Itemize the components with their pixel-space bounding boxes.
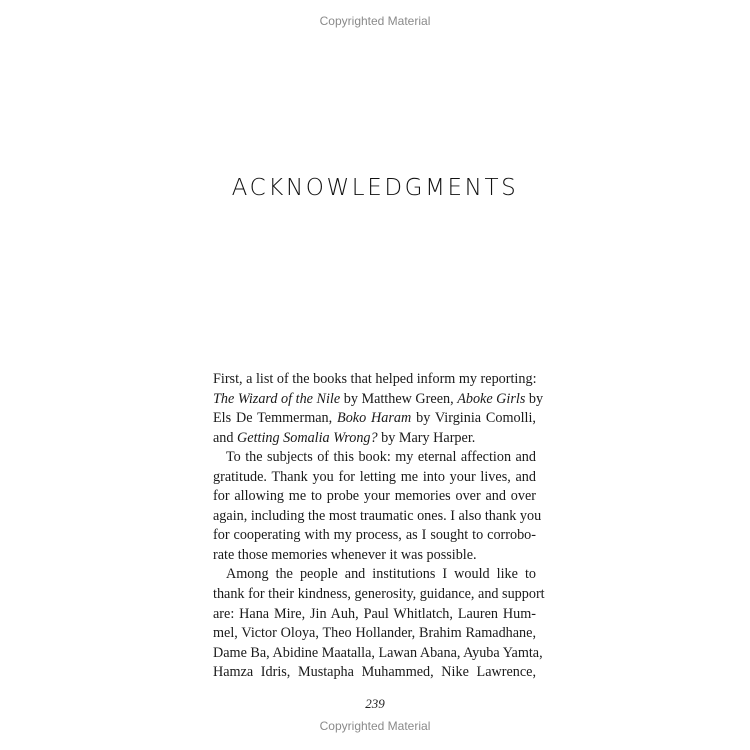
text-line: mel, Victor Oloya, Theo Hollander, Brahim Ramadhane, [213,625,536,642]
copyright-watermark-top: Copyrighted Material [319,14,431,28]
text-line: for allowing me to probe your memories over and over [213,488,536,505]
text-line: First, a list of the books that helped inform my reporting: [213,371,537,387]
copyright-watermark-bottom: Copyrighted Material [319,719,431,733]
text-run: by Virginia Comolli, [411,410,536,427]
book-title: Boko Haram [337,410,412,427]
text-line: thank for their kindness, generosity, guidance, and support [213,586,545,603]
text-line [213,429,536,449]
text-line [213,409,536,429]
paragraph-3 [213,565,545,682]
paragraph-2 [213,448,542,565]
text-line [213,390,544,410]
text-line: gratitude. Thank you for letting me into your lives, and [213,468,536,485]
text-run: and [213,429,238,446]
text-line: for cooperating with my process, as I sought to corrobo- [213,527,536,544]
body-text [213,370,545,683]
book-title: The Wizard of the Nile [213,390,341,407]
text-run: by Mary Harper. [377,429,476,446]
chapter-heading: ACKNOWLEDGMENTS [231,175,519,201]
text-run: by [525,390,544,407]
text-line: To the subjects of this book: my eternal affection and [226,449,536,466]
book-title: Aboke Girls [457,390,526,407]
page-number: 239 [365,696,385,711]
text-run: by Matthew Green, [340,390,458,407]
text-line: again, including the most traumatic ones. I also thank you [213,507,542,524]
text-line: rate those memories whenever it was possible. [213,546,477,563]
paragraph-1 [213,370,544,448]
book-title: Getting Somalia Wrong? [237,429,378,446]
text-line: Dame Ba, Abidine Maatalla, Lawan Abana, Ayuba Yamta, [213,644,543,661]
text-run: Els De Temmerman, [213,410,338,427]
text-line: Among the people and institutions I would like to [226,566,536,583]
text-line: Hamza Idris, Mustapha Muhammed, Nike Lawrence, [213,664,536,681]
text-line: are: Hana Mire, Jin Auh, Paul Whitlatch, Lauren Hum- [213,605,536,622]
